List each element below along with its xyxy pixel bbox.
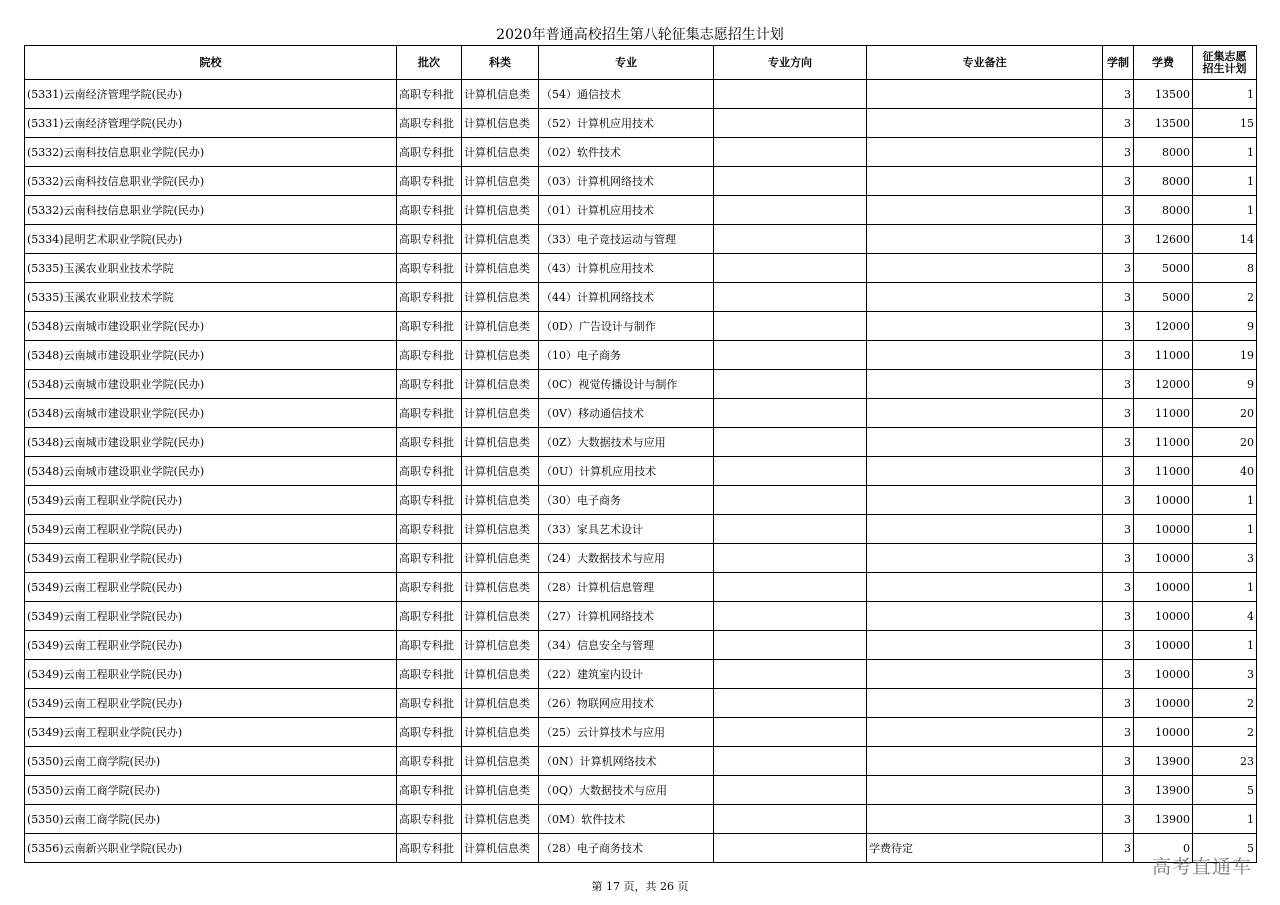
- cell-major-remarks: [867, 602, 1103, 631]
- table-body: [25, 80, 1257, 863]
- cell-school: (5334)昆明艺术职业学院(民办): [25, 225, 397, 254]
- cell-major: （10）电子商务: [539, 341, 714, 370]
- cell-category: 计算机信息类: [462, 399, 539, 428]
- cell-batch: 高职专科批: [397, 776, 462, 805]
- cell-major-remarks: [867, 341, 1103, 370]
- cell-major-direction: [714, 515, 867, 544]
- table-row: [25, 573, 1257, 602]
- cell-batch: 高职专科批: [397, 399, 462, 428]
- cell-tuition: 10000: [1134, 573, 1193, 602]
- cell-tuition: 12000: [1134, 370, 1193, 399]
- cell-major-direction: [714, 225, 867, 254]
- cell-batch: 高职专科批: [397, 515, 462, 544]
- cell-major-direction: [714, 573, 867, 602]
- header-category: 科类: [462, 46, 539, 80]
- cell-category: 计算机信息类: [462, 544, 539, 573]
- table-row: [25, 486, 1257, 515]
- cell-major-direction: [714, 747, 867, 776]
- cell-major-remarks: [867, 312, 1103, 341]
- cell-duration: 3: [1103, 660, 1134, 689]
- cell-school: (5350)云南工商学院(民办): [25, 776, 397, 805]
- cell-major-direction: [714, 109, 867, 138]
- cell-duration: 3: [1103, 631, 1134, 660]
- cell-duration: 3: [1103, 486, 1134, 515]
- cell-duration: 3: [1103, 428, 1134, 457]
- table-row: [25, 660, 1257, 689]
- header-major: 专业: [539, 46, 714, 80]
- cell-major-remarks: [867, 689, 1103, 718]
- table-row: [25, 167, 1257, 196]
- cell-major-remarks: [867, 631, 1103, 660]
- cell-major-remarks: [867, 80, 1103, 109]
- cell-duration: 3: [1103, 196, 1134, 225]
- cell-duration: 3: [1103, 399, 1134, 428]
- cell-major-direction: [714, 167, 867, 196]
- cell-tuition: 13900: [1134, 747, 1193, 776]
- cell-duration: 3: [1103, 138, 1134, 167]
- cell-plan-count: 1: [1193, 80, 1257, 109]
- cell-major-remarks: [867, 486, 1103, 515]
- cell-duration: 3: [1103, 805, 1134, 834]
- cell-batch: 高职专科批: [397, 225, 462, 254]
- cell-tuition: 12600: [1134, 225, 1193, 254]
- cell-major: （01）计算机应用技术: [539, 196, 714, 225]
- cell-duration: 3: [1103, 225, 1134, 254]
- cell-plan-count: 9: [1193, 312, 1257, 341]
- cell-major-direction: [714, 283, 867, 312]
- cell-plan-count: 19: [1193, 341, 1257, 370]
- cell-major: （02）软件技术: [539, 138, 714, 167]
- cell-duration: 3: [1103, 370, 1134, 399]
- cell-school: (5335)玉溪农业职业技术学院: [25, 254, 397, 283]
- cell-category: 计算机信息类: [462, 805, 539, 834]
- cell-tuition: 8000: [1134, 167, 1193, 196]
- cell-school: (5332)云南科技信息职业学院(民办): [25, 167, 397, 196]
- cell-batch: 高职专科批: [397, 109, 462, 138]
- cell-school: (5348)云南城市建设职业学院(民办): [25, 341, 397, 370]
- cell-plan-count: 15: [1193, 109, 1257, 138]
- cell-major: （0N）计算机网络技术: [539, 747, 714, 776]
- cell-category: 计算机信息类: [462, 196, 539, 225]
- cell-duration: 3: [1103, 776, 1134, 805]
- cell-school: (5349)云南工程职业学院(民办): [25, 631, 397, 660]
- cell-plan-count: 1: [1193, 631, 1257, 660]
- table-row: [25, 138, 1257, 167]
- cell-major: （28）电子商务技术: [539, 834, 714, 863]
- cell-school: (5335)玉溪农业职业技术学院: [25, 283, 397, 312]
- table-row: [25, 544, 1257, 573]
- cell-duration: 3: [1103, 515, 1134, 544]
- table-row: [25, 602, 1257, 631]
- cell-major-direction: [714, 805, 867, 834]
- cell-plan-count: 23: [1193, 747, 1257, 776]
- cell-major: （0M）软件技术: [539, 805, 714, 834]
- cell-major: （33）家具艺术设计: [539, 515, 714, 544]
- cell-school: (5348)云南城市建设职业学院(民办): [25, 399, 397, 428]
- cell-major-remarks: [867, 399, 1103, 428]
- cell-school: (5349)云南工程职业学院(民办): [25, 544, 397, 573]
- cell-duration: 3: [1103, 167, 1134, 196]
- cell-school: (5350)云南工商学院(民办): [25, 747, 397, 776]
- cell-plan-count: 1: [1193, 805, 1257, 834]
- table-row: [25, 805, 1257, 834]
- cell-tuition: 13500: [1134, 109, 1193, 138]
- cell-duration: 3: [1103, 602, 1134, 631]
- cell-batch: 高职专科批: [397, 196, 462, 225]
- cell-major-direction: [714, 544, 867, 573]
- cell-plan-count: 3: [1193, 544, 1257, 573]
- cell-major-direction: [714, 776, 867, 805]
- cell-major-remarks: [867, 109, 1103, 138]
- cell-major-remarks: [867, 660, 1103, 689]
- cell-batch: 高职专科批: [397, 370, 462, 399]
- watermark: 高考直通车: [1151, 856, 1252, 878]
- cell-major: （52）计算机应用技术: [539, 109, 714, 138]
- cell-batch: 高职专科批: [397, 805, 462, 834]
- cell-major-direction: [714, 689, 867, 718]
- cell-major: （25）云计算技术与应用: [539, 718, 714, 747]
- cell-batch: 高职专科批: [397, 167, 462, 196]
- cell-tuition: 5000: [1134, 254, 1193, 283]
- cell-major: （0U）计算机应用技术: [539, 457, 714, 486]
- cell-major-remarks: [867, 138, 1103, 167]
- cell-category: 计算机信息类: [462, 138, 539, 167]
- table-row: [25, 399, 1257, 428]
- cell-major-remarks: [867, 457, 1103, 486]
- cell-batch: 高职专科批: [397, 602, 462, 631]
- document-title: 2020年普通高校招生第八轮征集志愿招生计划: [496, 27, 784, 43]
- cell-major-direction: [714, 718, 867, 747]
- cell-tuition: 5000: [1134, 283, 1193, 312]
- cell-category: 计算机信息类: [462, 341, 539, 370]
- cell-plan-count: 20: [1193, 428, 1257, 457]
- cell-school: (5332)云南科技信息职业学院(民办): [25, 196, 397, 225]
- table-row: [25, 718, 1257, 747]
- cell-tuition: 12000: [1134, 312, 1193, 341]
- cell-duration: 3: [1103, 283, 1134, 312]
- cell-batch: 高职专科批: [397, 254, 462, 283]
- cell-school: (5348)云南城市建设职业学院(民办): [25, 312, 397, 341]
- cell-major-remarks: [867, 515, 1103, 544]
- cell-school: (5332)云南科技信息职业学院(民办): [25, 138, 397, 167]
- enrollment-plan-table: [24, 45, 1257, 863]
- cell-school: (5331)云南经济管理学院(民办): [25, 80, 397, 109]
- table-header-row: [25, 46, 1257, 80]
- cell-major: （22）建筑室内设计: [539, 660, 714, 689]
- cell-category: 计算机信息类: [462, 573, 539, 602]
- cell-school: (5356)云南新兴职业学院(民办): [25, 834, 397, 863]
- cell-major-direction: [714, 834, 867, 863]
- cell-major: （43）计算机应用技术: [539, 254, 714, 283]
- cell-batch: 高职专科批: [397, 834, 462, 863]
- table-row: [25, 370, 1257, 399]
- cell-major-remarks: [867, 196, 1103, 225]
- cell-tuition: 10000: [1134, 486, 1193, 515]
- cell-major-direction: [714, 602, 867, 631]
- cell-major: （0V）移动通信技术: [539, 399, 714, 428]
- table-row: [25, 776, 1257, 805]
- cell-category: 计算机信息类: [462, 167, 539, 196]
- cell-plan-count: 1: [1193, 515, 1257, 544]
- cell-major-remarks: 学费待定: [867, 834, 1103, 863]
- cell-batch: 高职专科批: [397, 428, 462, 457]
- header-batch: 批次: [397, 46, 462, 80]
- cell-tuition: 10000: [1134, 544, 1193, 573]
- cell-duration: 3: [1103, 573, 1134, 602]
- cell-major: （0C）视觉传播设计与制作: [539, 370, 714, 399]
- cell-category: 计算机信息类: [462, 689, 539, 718]
- cell-batch: 高职专科批: [397, 631, 462, 660]
- cell-major-direction: [714, 138, 867, 167]
- cell-plan-count: 1: [1193, 486, 1257, 515]
- cell-batch: 高职专科批: [397, 341, 462, 370]
- cell-major-direction: [714, 254, 867, 283]
- cell-plan-count: 1: [1193, 573, 1257, 602]
- cell-category: 计算机信息类: [462, 254, 539, 283]
- cell-duration: 3: [1103, 254, 1134, 283]
- table-row: [25, 747, 1257, 776]
- cell-category: 计算机信息类: [462, 631, 539, 660]
- cell-category: 计算机信息类: [462, 457, 539, 486]
- table-row: [25, 312, 1257, 341]
- cell-duration: 3: [1103, 544, 1134, 573]
- cell-category: 计算机信息类: [462, 486, 539, 515]
- cell-tuition: 10000: [1134, 631, 1193, 660]
- cell-category: 计算机信息类: [462, 283, 539, 312]
- cell-major: （0Z）大数据技术与应用: [539, 428, 714, 457]
- cell-tuition: 13900: [1134, 805, 1193, 834]
- cell-category: 计算机信息类: [462, 225, 539, 254]
- cell-tuition: 10000: [1134, 718, 1193, 747]
- cell-batch: 高职专科批: [397, 312, 462, 341]
- cell-duration: 3: [1103, 457, 1134, 486]
- cell-tuition: 10000: [1134, 660, 1193, 689]
- cell-major-remarks: [867, 225, 1103, 254]
- table-row: [25, 834, 1257, 863]
- table-row: [25, 254, 1257, 283]
- cell-tuition: 0: [1134, 834, 1193, 863]
- cell-plan-count: 3: [1193, 660, 1257, 689]
- cell-tuition: 10000: [1134, 689, 1193, 718]
- table-row: [25, 225, 1257, 254]
- cell-major-remarks: [867, 776, 1103, 805]
- table-row: [25, 196, 1257, 225]
- cell-school: (5348)云南城市建设职业学院(民办): [25, 457, 397, 486]
- cell-tuition: 13500: [1134, 80, 1193, 109]
- cell-tuition: 11000: [1134, 341, 1193, 370]
- cell-major-direction: [714, 660, 867, 689]
- table-row: [25, 283, 1257, 312]
- cell-major: （54）通信技术: [539, 80, 714, 109]
- cell-major-remarks: [867, 805, 1103, 834]
- cell-batch: 高职专科批: [397, 544, 462, 573]
- cell-tuition: 11000: [1134, 428, 1193, 457]
- cell-plan-count: 8: [1193, 254, 1257, 283]
- cell-major-remarks: [867, 370, 1103, 399]
- cell-category: 计算机信息类: [462, 515, 539, 544]
- page-footer: 第 17 页，共 26 页: [591, 880, 689, 893]
- cell-duration: 3: [1103, 747, 1134, 776]
- cell-duration: 3: [1103, 834, 1134, 863]
- cell-plan-count: 5: [1193, 834, 1257, 863]
- cell-duration: 3: [1103, 718, 1134, 747]
- cell-major: （44）计算机网络技术: [539, 283, 714, 312]
- cell-category: 计算机信息类: [462, 718, 539, 747]
- cell-plan-count: 2: [1193, 718, 1257, 747]
- cell-major-direction: [714, 341, 867, 370]
- table-row: [25, 428, 1257, 457]
- cell-school: (5349)云南工程职业学院(民办): [25, 689, 397, 718]
- cell-plan-count: 1: [1193, 196, 1257, 225]
- table-row: [25, 109, 1257, 138]
- cell-plan-count: 4: [1193, 602, 1257, 631]
- table-row: [25, 631, 1257, 660]
- cell-major-remarks: [867, 283, 1103, 312]
- cell-school: (5349)云南工程职业学院(民办): [25, 660, 397, 689]
- cell-plan-count: 20: [1193, 399, 1257, 428]
- table-row: [25, 689, 1257, 718]
- cell-major-direction: [714, 428, 867, 457]
- cell-major-remarks: [867, 254, 1103, 283]
- cell-plan-count: 2: [1193, 283, 1257, 312]
- cell-category: 计算机信息类: [462, 602, 539, 631]
- cell-tuition: 13900: [1134, 776, 1193, 805]
- header-tuition: 学费: [1134, 46, 1193, 80]
- cell-major-direction: [714, 399, 867, 428]
- cell-major: （0Q）大数据技术与应用: [539, 776, 714, 805]
- cell-category: 计算机信息类: [462, 834, 539, 863]
- cell-batch: 高职专科批: [397, 457, 462, 486]
- cell-major: （28）计算机信息管理: [539, 573, 714, 602]
- cell-duration: 3: [1103, 689, 1134, 718]
- cell-duration: 3: [1103, 312, 1134, 341]
- cell-school: (5348)云南城市建设职业学院(民办): [25, 370, 397, 399]
- cell-batch: 高职专科批: [397, 486, 462, 515]
- cell-major: （26）物联网应用技术: [539, 689, 714, 718]
- cell-major: （0D）广告设计与制作: [539, 312, 714, 341]
- cell-school: (5349)云南工程职业学院(民办): [25, 602, 397, 631]
- cell-batch: 高职专科批: [397, 660, 462, 689]
- cell-batch: 高职专科批: [397, 718, 462, 747]
- cell-major-remarks: [867, 718, 1103, 747]
- cell-batch: 高职专科批: [397, 283, 462, 312]
- cell-tuition: 10000: [1134, 602, 1193, 631]
- cell-major-remarks: [867, 544, 1103, 573]
- cell-category: 计算机信息类: [462, 80, 539, 109]
- cell-major-direction: [714, 631, 867, 660]
- cell-category: 计算机信息类: [462, 660, 539, 689]
- cell-school: (5349)云南工程职业学院(民办): [25, 486, 397, 515]
- cell-batch: 高职专科批: [397, 689, 462, 718]
- cell-plan-count: 14: [1193, 225, 1257, 254]
- header-duration: 学制: [1103, 46, 1134, 80]
- cell-duration: 3: [1103, 109, 1134, 138]
- cell-major: （03）计算机网络技术: [539, 167, 714, 196]
- cell-category: 计算机信息类: [462, 109, 539, 138]
- cell-category: 计算机信息类: [462, 312, 539, 341]
- header-plan-count: [1193, 46, 1257, 80]
- cell-major-remarks: [867, 747, 1103, 776]
- cell-school: (5349)云南工程职业学院(民办): [25, 573, 397, 602]
- cell-tuition: 11000: [1134, 457, 1193, 486]
- cell-plan-count: 1: [1193, 138, 1257, 167]
- cell-major: （27）计算机网络技术: [539, 602, 714, 631]
- cell-major-remarks: [867, 428, 1103, 457]
- cell-major-remarks: [867, 167, 1103, 196]
- cell-plan-count: 5: [1193, 776, 1257, 805]
- cell-tuition: 11000: [1134, 399, 1193, 428]
- cell-school: (5349)云南工程职业学院(民办): [25, 718, 397, 747]
- cell-plan-count: 9: [1193, 370, 1257, 399]
- cell-batch: 高职专科批: [397, 80, 462, 109]
- cell-category: 计算机信息类: [462, 370, 539, 399]
- header-plan-count-label: 征集志愿招生计划: [1202, 49, 1247, 75]
- cell-duration: 3: [1103, 80, 1134, 109]
- cell-major-direction: [714, 457, 867, 486]
- table-row: [25, 457, 1257, 486]
- cell-major: （34）信息安全与管理: [539, 631, 714, 660]
- cell-major-direction: [714, 370, 867, 399]
- cell-major-direction: [714, 312, 867, 341]
- table-row: [25, 515, 1257, 544]
- cell-major: （30）电子商务: [539, 486, 714, 515]
- cell-tuition: 10000: [1134, 515, 1193, 544]
- cell-school: (5350)云南工商学院(民办): [25, 805, 397, 834]
- header-major-direction: 专业方向: [714, 46, 867, 80]
- cell-major-direction: [714, 486, 867, 515]
- cell-tuition: 8000: [1134, 196, 1193, 225]
- table-row: [25, 341, 1257, 370]
- cell-plan-count: 40: [1193, 457, 1257, 486]
- cell-category: 计算机信息类: [462, 747, 539, 776]
- cell-major-direction: [714, 80, 867, 109]
- cell-batch: 高职专科批: [397, 573, 462, 602]
- cell-school: (5348)云南城市建设职业学院(民办): [25, 428, 397, 457]
- cell-plan-count: 1: [1193, 167, 1257, 196]
- cell-batch: 高职专科批: [397, 138, 462, 167]
- cell-tuition: 8000: [1134, 138, 1193, 167]
- cell-major: （33）电子竞技运动与管理: [539, 225, 714, 254]
- cell-major-direction: [714, 196, 867, 225]
- cell-duration: 3: [1103, 341, 1134, 370]
- cell-major: （24）大数据技术与应用: [539, 544, 714, 573]
- cell-category: 计算机信息类: [462, 428, 539, 457]
- cell-school: (5349)云南工程职业学院(民办): [25, 515, 397, 544]
- cell-school: (5331)云南经济管理学院(民办): [25, 109, 397, 138]
- cell-plan-count: 2: [1193, 689, 1257, 718]
- cell-category: 计算机信息类: [462, 776, 539, 805]
- cell-batch: 高职专科批: [397, 747, 462, 776]
- header-major-remarks: 专业备注: [867, 46, 1103, 80]
- cell-major-remarks: [867, 573, 1103, 602]
- table-row: [25, 80, 1257, 109]
- header-school: 院校: [25, 46, 397, 80]
